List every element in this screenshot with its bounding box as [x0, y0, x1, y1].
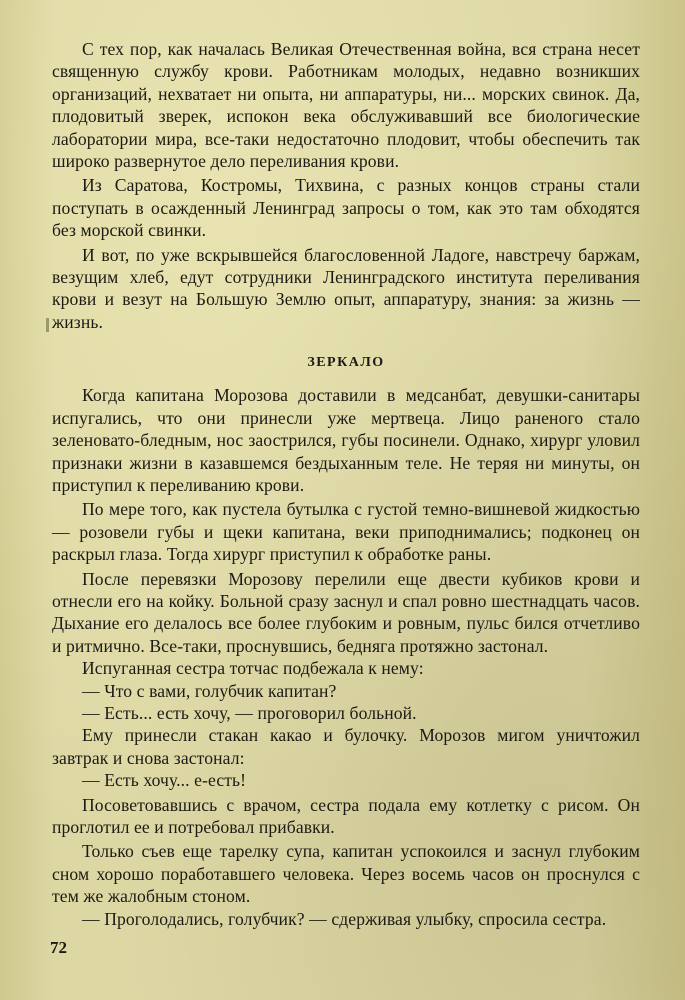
intro-paragraph: И вот, по уже вскрывшейся благословенной Ладоге, навстречу баржам, везущим хлеб, едут сотрудники Ленинградского института переливания крови и везут на Большую Землю опыт, аппаратуру, знания: за жизнь — жизнь. — [52, 244, 640, 332]
section-title: ЗЕРКАЛО — [307, 355, 385, 371]
story-paragraph: Только съев еще тарелку супа, капитан успокоился и заснул глубоким сном хорошо поработавшего человека. Через восемь часов он проснулся с тем же жалобным стоном. — [52, 841, 640, 907]
story-paragraph: После перевязки Морозову перелили еще двести кубиков крови и отнесли его на койку. Больной сразу заснул и спал ровно шестнадцать часов. Дыхание его делалось все более глубоким и ровным, пульс бился отчетливо и ритмично. Все-таки, проснувшись, бедняга протяжно застонал. — [52, 568, 640, 656]
intro-paragraph: Из Саратова, Костромы, Тихвина, с разных концов страны стали поступать в осажденный Ленинград запросы о том, как это там обходятся без морской свинки. — [52, 175, 640, 241]
dialogue-line: — Проголодались, голубчик? — сдерживая улыбку, спросила сестра. — [82, 908, 607, 929]
story-paragraph: Когда капитана Морозова доставили в медсанбат, девушки-санитары испугались, что они принесли уже мертвеца. Лицо раненого стало зеленовато-бледным, нос заострился, губы посинели. Однако, хирург уловил признаки жизни в казавшемся бездыханным теле. Не теряя ни минуты, он приступил к переливанию крови. — [52, 385, 640, 495]
margin-mark — [46, 318, 49, 332]
dialogue-line: — Что с вами, голубчик капитан? — [82, 680, 337, 701]
story-paragraph: По мере того, как пустела бутылка с густой темно-вишневой жидкостью — розовели губы и щеки капитана, веки приподнимались; подконец он раскрыл глаза. Тогда хирург приступил к обработке раны. — [52, 499, 640, 565]
text-column — [52, 38, 640, 930]
dialogue-line: — Есть хочу... е-есть! — [82, 770, 247, 791]
story-paragraph: Испуганная сестра тотчас подбежала к нему: — [82, 658, 424, 679]
dialogue-line: — Есть... есть хочу, — проговорил больной. — [82, 702, 417, 723]
intro-paragraph: С тех пор, как началась Великая Отечественная война, вся страна несет священную службу крови. Работникам молодых, недавно возникших организаций, нехватает ни опыта, ни аппаратуры, ни... морских свинок. Да, плодовитый зверек, испокон века обслуживавший все биологические лаборатории мира, все-таки недостаточно плодовит, чтобы обеспечить так широко развернутое дело переливания крови. — [52, 39, 640, 172]
page-number: 72 — [50, 938, 67, 957]
story-paragraph: Ему принесли стакан какао и булочку. Морозов мигом уничтожил завтрак и снова застонал: — [52, 725, 640, 768]
story-paragraph: Посоветовавшись с врачом, сестра подала ему котлетку с рисом. Он проглотил ее и потребовал прибавки. — [52, 794, 640, 837]
